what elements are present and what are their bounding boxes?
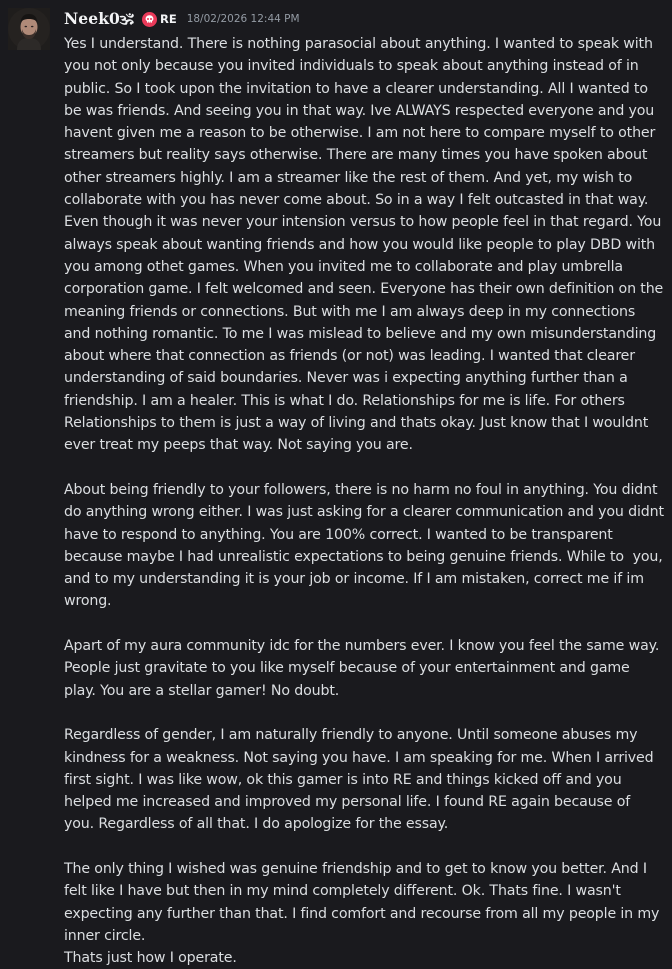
avatar[interactable] <box>8 8 50 50</box>
skull-icon <box>142 12 157 27</box>
message-paragraph: Apart of my aura community idc for the numbers ever. I know you feel the same way. People just gravitate to you like myself because of your entertainment and game play. You are a stellar gamer! No doubt. <box>64 638 664 699</box>
message-header <box>64 9 300 29</box>
server-tag-label: RE <box>159 12 177 26</box>
message-paragraph: Regardless of gender, I am naturally friendly to anyone. Until someone abuses my kindness for a weakness. Not saying you have. I am speaking for me. When I arrived first sight. I was like wow, ok this gamer is into RE and things kicked off and you helped me increased and improved my personal life. I found RE again because of you. Regardless of all that. I do apologize for the essay. <box>64 727 658 833</box>
message-paragraph: The only thing I wished was genuine friendship and to get to know you better. And I felt like I have but then in my mind completely different. Ok. Thats fine. I wasn't expecting any further than that. I find comfort and recourse from all my people in my inner circle. Thats just how I operate. <box>64 860 660 967</box>
username[interactable]: Neek0🕉 <box>64 9 134 28</box>
server-tag[interactable] <box>142 11 177 28</box>
message-paragraph: Yes I understand. There is nothing parasocial about anything. I wanted to speak with you not only because you invited individuals to speak about anything instead of in public. So I took upon the invitation to have a clearer understanding. All I wanted to be was friends. And seeing you in that way. Ive ALWAYS respected everyone and you havent given me a reason to be otherwise. I am not here to compare myself to other streamers but reality says otherwise. There are many times you have spoken about other streamers highly. I am a streamer like the rest of them. And yet, my wish to collaborate with you has never come about. So in a way I felt outcasted in that way. Even though it was never your intension versus to how people feel in that regard. You always speak about wanting friends and how you would like people to play DBD with you among othet games. When you invited me to collaborate and play umbrella corporation game. I felt welcomed and seen. Everyone has their own definition on the meaning friends or connections. But with me I am always deep in my connections and nothing romantic. To me I was mislead to believe and my own misunderstanding about where that connection as friends (or not) was leading. I wanted that clearer understanding of said boundaries. Never was i expecting anything further than a friendship. I am a healer. This is what I do. Relationships for me is life. For others Relationships to them is just a way of living and thats okay. Just know that I wouldnt ever treat my peeps that way. Not saying you are. <box>64 36 668 454</box>
message-paragraph: About being friendly to your followers, there is no harm no foul in anything. You didnt do anything wrong either. I was just asking for a clearer communication and you didnt have to respond to anything. You are 100% correct. I wanted to be transparent because maybe I had unrealistic expectations to being genuine friends. While to you, and to my understanding it is your job or income. If I am mistaken, correct me if im wrong. <box>64 481 669 610</box>
timestamp[interactable]: 18/02/2026 12:44 PM <box>186 13 300 25</box>
message-content <box>64 33 669 969</box>
user-avatar-image <box>8 8 50 50</box>
